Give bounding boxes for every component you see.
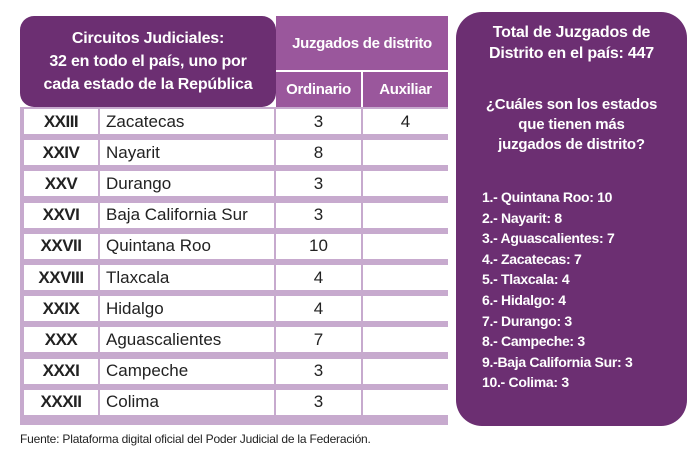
source-note: Fuente: Plataforma digital oficial del Poder Judicial de la Federación. [20, 432, 371, 446]
table-row [20, 232, 448, 261]
ranking-question [456, 95, 687, 155]
circuit-number: XXV [24, 171, 98, 196]
auxiliar-count [363, 296, 448, 321]
auxiliar-count [363, 265, 448, 290]
auxiliar-count: 4 [363, 109, 448, 134]
state-name: Hidalgo [100, 296, 274, 321]
total-line-2: Distrito en el país: 447 [488, 45, 655, 62]
auxiliar-count [363, 234, 448, 259]
ordinario-count: 4 [276, 265, 361, 290]
table-row [20, 138, 448, 167]
ordinario-header: Ordinario [276, 72, 361, 107]
auxiliar-count [363, 390, 448, 415]
list-item: 7.- Durango: 3 [482, 312, 572, 329]
list-item: 8.- Campeche: 3 [482, 333, 585, 350]
list-item: 9.-Baja California Sur: 3 [482, 353, 633, 370]
auxiliar-count [363, 203, 448, 228]
table-row [20, 107, 448, 136]
summary-panel [456, 12, 687, 426]
state-name: Zacatecas [100, 109, 274, 134]
state-name: Quintana Roo [100, 234, 274, 259]
state-name: Aguascalientes [100, 327, 274, 352]
juzgados-header: Juzgados de distrito [276, 16, 448, 70]
state-name: Tlaxcala [100, 265, 274, 290]
table-row [20, 357, 448, 386]
circuits-header-line-2: 32 en todo el país, uno por [49, 53, 247, 70]
state-name: Baja California Sur [100, 203, 274, 228]
circuits-header-line-1: Circuitos Judiciales: [71, 30, 225, 47]
ranking-list [482, 187, 682, 393]
ordinario-count: 3 [276, 109, 361, 134]
circuit-number: XXIV [24, 140, 98, 165]
list-item: 2.- Nayarit: 8 [482, 209, 562, 226]
table-row [20, 388, 448, 417]
auxiliar-count [363, 359, 448, 384]
ordinario-count: 4 [276, 296, 361, 321]
ordinario-count: 10 [276, 234, 361, 259]
ordinario-count: 3 [276, 359, 361, 384]
circuit-number: XXIX [24, 296, 98, 321]
ordinario-count: 7 [276, 327, 361, 352]
total-courts [456, 22, 687, 64]
ordinario-count: 8 [276, 140, 361, 165]
table-row [20, 201, 448, 230]
list-item: 1.- Quintana Roo: 10 [482, 189, 613, 205]
list-item: 10.- Colima: 3 [482, 374, 569, 391]
circuits-header-line-3: cada estado de la República [43, 76, 253, 93]
circuit-number: XXVIII [24, 265, 98, 290]
circuit-number: XXXII [24, 390, 98, 415]
table-row [20, 294, 448, 323]
list-item: 6.- Hidalgo: 4 [482, 291, 566, 308]
auxiliar-count [363, 327, 448, 352]
list-item: 4.- Zacatecas: 7 [482, 250, 582, 267]
ordinario-count: 3 [276, 390, 361, 415]
circuit-number: XXVI [24, 203, 98, 228]
circuit-number: XXIII [24, 109, 98, 134]
circuit-number: XXXI [24, 359, 98, 384]
ordinario-count: 3 [276, 171, 361, 196]
table-row [20, 325, 448, 354]
question-line-2: que tienen más [518, 116, 625, 133]
circuits-table [20, 107, 448, 425]
state-name: Colima [100, 390, 274, 415]
state-name: Durango [100, 171, 274, 196]
auxiliar-count [363, 140, 448, 165]
state-name: Nayarit [100, 140, 274, 165]
table-row [20, 263, 448, 292]
ordinario-count: 3 [276, 203, 361, 228]
circuits-header [20, 16, 276, 107]
auxiliar-header: Auxiliar [363, 72, 448, 107]
question-line-3: juzgados de distrito? [498, 136, 645, 153]
total-line-1: Total de Juzgados de [492, 24, 651, 41]
table-row [20, 169, 448, 198]
circuit-number: XXVII [24, 234, 98, 259]
state-name: Campeche [100, 359, 274, 384]
auxiliar-count [363, 171, 448, 196]
circuit-number: XXX [24, 327, 98, 352]
question-line-1: ¿Cuáles son los estados [485, 96, 658, 113]
list-item: 3.- Aguascalientes: 7 [482, 230, 615, 247]
list-item: 5.- Tlaxcala: 4 [482, 271, 570, 288]
